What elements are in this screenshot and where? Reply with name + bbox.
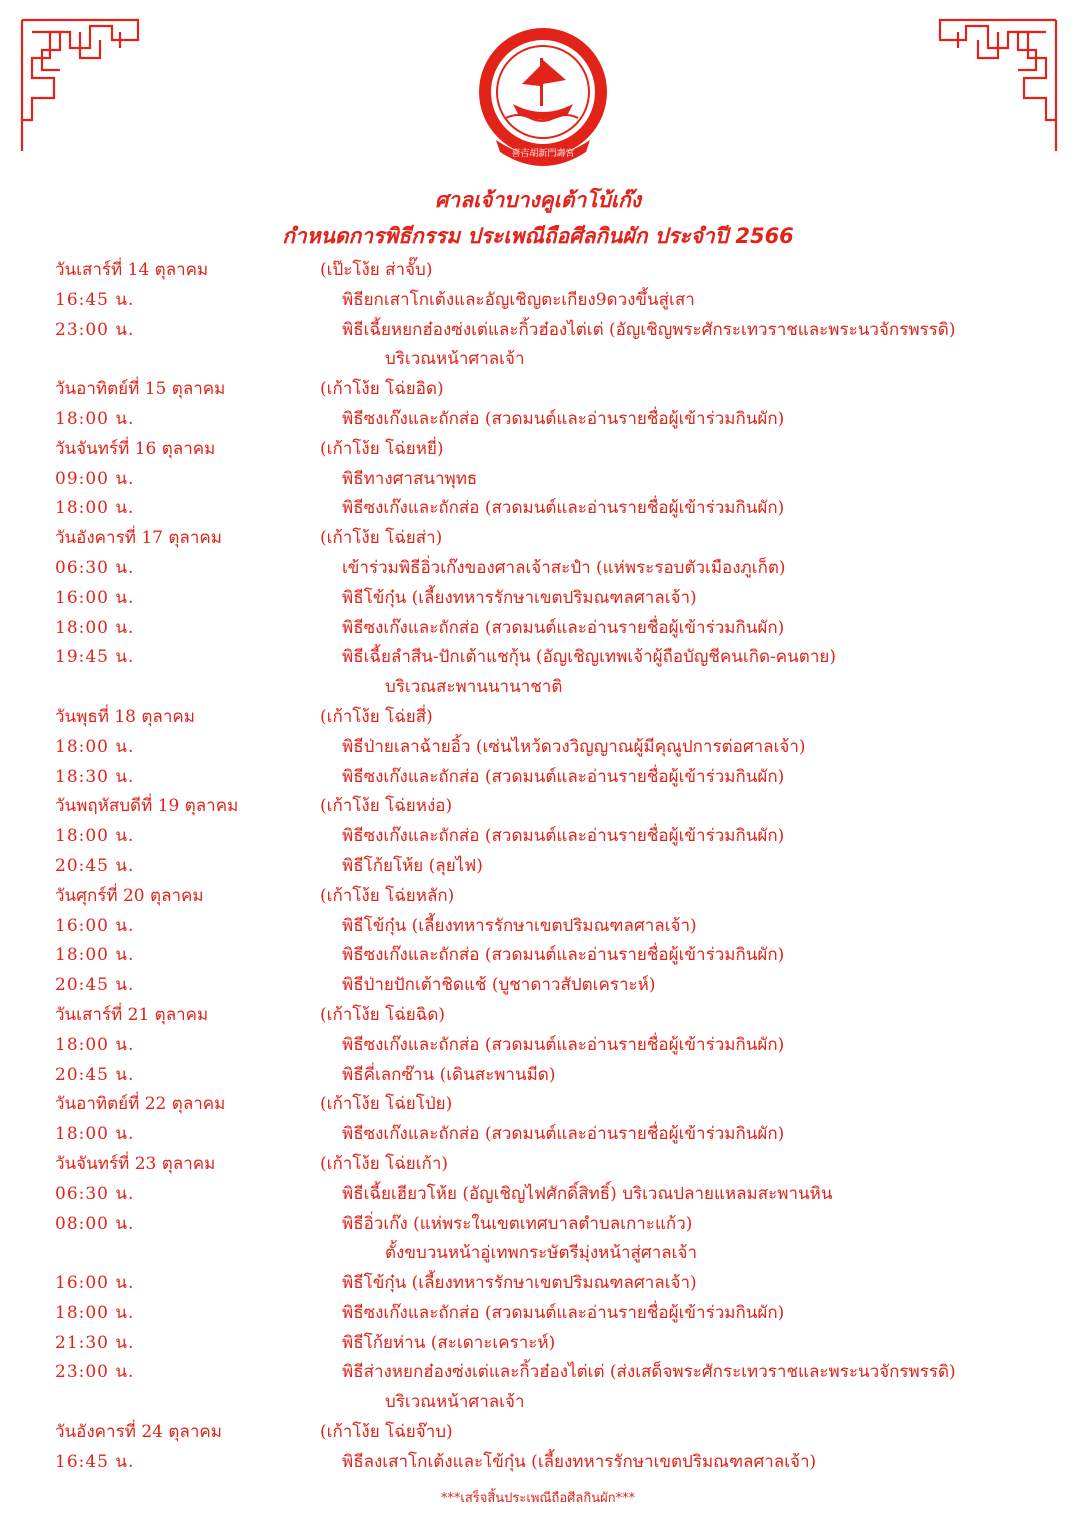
event-time: 23:00 น. (55, 319, 135, 340)
event-continuation-row (0, 1388, 1076, 1418)
event-text: พิธีซงเก๊งและถักส่อ (สวดมนต์และอ่านรายชื่อผู้เข้าร่วมกินผัก) (342, 945, 785, 966)
event-row (0, 1031, 1076, 1061)
day-label: วันจันทร์ที่ 16 ตุลาคม (55, 438, 216, 459)
event-text: พิธีซงเก๊งและถักส่อ (สวดมนต์และอ่านรายชื่อผู้เข้าร่วมกินผัก) (342, 826, 785, 847)
corner-ornament-right (938, 18, 1058, 153)
day-note: (เก้าโง้ย โฉ่ยฉิด) (320, 1004, 446, 1025)
event-text: พิธีซงเก๊งและถักส่อ (สวดมนต์และอ่านรายชื่อผู้เข้าร่วมกินผัก) (342, 1034, 785, 1055)
event-text: พิธีซงเก๊งและถักส่อ (สวดมนต์และอ่านรายชื่อผู้เข้าร่วมกินผัก) (342, 498, 785, 519)
event-row (0, 584, 1076, 614)
page-subtitle: กำหนดการพิธีกรรม ประเพณีถือศีลกินผัก ประจำปี 2566 (282, 224, 794, 248)
event-row (0, 286, 1076, 316)
event-text: เข้าร่วมพิธีอิ่วเก๊งของศาลเจ้าสะปำ (แห่พระรอบตัวเมืองภูเก็ต) (342, 557, 786, 578)
day-note: (เก้าโง้ย โฉ่ยหยี่) (320, 438, 444, 459)
event-text: พิธีคี่เลกซ๊าน (เดินสะพานมีด) (342, 1064, 556, 1085)
event-text: พิธีซงเก๊งและถักส่อ (สวดมนต์และอ่านรายชื่อผู้เข้าร่วมกินผัก) (342, 1302, 785, 1323)
event-continuation-row (0, 345, 1076, 375)
event-time: 16:45 น. (55, 289, 135, 310)
event-text: พิธีซงเก๊งและถักส่อ (สวดมนต์และอ่านรายชื่อผู้เข้าร่วมกินผัก) (342, 1124, 785, 1145)
event-location: ตั้งขบวนหน้าอู่เทพกระษัตรีมุ่งหน้าสู่ศาลเจ้า (385, 1243, 697, 1264)
logo-text: 喜吉胡新門壽宮 (511, 149, 575, 159)
day-note: (เก้าโง้ย โฉ่ยจ๊าบ) (320, 1422, 453, 1443)
event-row (0, 1299, 1076, 1329)
event-text: พิธีซงเก๊งและถักส่อ (สวดมนต์และอ่านรายชื่อผู้เข้าร่วมกินผัก) (342, 617, 785, 638)
day-note: (เก้าโง้ย โฉ่ยสี่) (320, 706, 433, 727)
day-note: (เก้าโง้ย โฉ่ยเก้า) (320, 1153, 449, 1174)
event-row (0, 1210, 1076, 1240)
event-row (0, 733, 1076, 763)
event-row (0, 614, 1076, 644)
day-header (0, 1418, 1076, 1448)
event-text: พิธีโข้กุ๋น (เลี้ยงทหารรักษาเขตปริมณฑลศาลเจ้า) (342, 915, 697, 936)
event-time: 18:00 น. (55, 1034, 135, 1055)
day-header (0, 256, 1076, 286)
event-row (0, 852, 1076, 882)
day-note: (เก้าโง้ย โฉ่ยหลัก) (320, 885, 455, 906)
event-text: พิธีป่ายเลาฉ้ายอิ้ว (เซ่นไหว้ดวงวิญญาณผู้มีคุณูปการต่อศาลเจ้า) (342, 736, 806, 757)
event-continuation-row (0, 1239, 1076, 1269)
day-label: วันพุธที่ 18 ตุลาคม (55, 706, 195, 727)
day-label: วันเสาร์ที่ 14 ตุลาคม (55, 260, 209, 280)
event-text: พิธีส่างหยกฮ๋องซ่งเต่และกิ้วฮ๋องไต่เต่ (ส่งเสด็จพระศักระเทวราชและพระนวจักรพรรดิ) (342, 1362, 956, 1383)
day-label: วันอังคารที่ 24 ตุลาคม (55, 1422, 222, 1443)
event-row (0, 1120, 1076, 1150)
day-header (0, 524, 1076, 554)
event-text: พิธีเฉี้ยเฮียวโห้ย (อัญเชิญไฟศักดิ์สิทธิ์) บริเวณปลายแหลมสะพานหิน (342, 1183, 833, 1204)
event-row (0, 1061, 1076, 1091)
shrine-logo (468, 22, 618, 172)
event-time: 16:00 น. (55, 587, 135, 608)
event-time: 06:30 น. (55, 1183, 135, 1204)
event-time: 09:00 น. (55, 468, 135, 489)
event-text: พิธีซงเก๊งและถักส่อ (สวดมนต์และอ่านรายชื่อผู้เข้าร่วมกินผัก) (342, 408, 785, 429)
day-note: (เก้าโง้ย โฉ่ยส่า) (320, 528, 443, 549)
event-time: 18:00 น. (55, 498, 135, 519)
event-time: 20:45 น. (55, 855, 135, 876)
event-location: บริเวณหน้าศาลเจ้า (385, 1392, 525, 1413)
event-time: 16:45 น. (55, 1451, 135, 1472)
event-time: 23:00 น. (55, 1362, 135, 1383)
event-time: 18:00 น. (55, 736, 135, 757)
event-time: 21:30 น. (55, 1332, 135, 1353)
event-row (0, 1358, 1076, 1388)
day-label: วันเสาร์ที่ 21 ตุลาคม (55, 1004, 209, 1025)
event-time: 20:45 น. (55, 975, 135, 996)
day-header (0, 435, 1076, 465)
event-time: 18:00 น. (55, 408, 135, 429)
day-header (0, 792, 1076, 822)
event-text: พิธีโก้ยห่าน (สะเดาะเคราะห์) (342, 1332, 556, 1353)
day-header (0, 1090, 1076, 1120)
event-time: 18:30 น. (55, 766, 135, 787)
event-row (0, 643, 1076, 673)
corner-ornament-left (20, 18, 140, 153)
page-title: ศาลเจ้าบางคูเต้าโบ้เก๊ง (434, 188, 642, 212)
event-row (0, 1180, 1076, 1210)
event-time: 18:00 น. (55, 617, 135, 638)
event-location: บริเวณหน้าศาลเจ้า (385, 349, 525, 370)
event-time: 20:45 น. (55, 1064, 135, 1085)
event-text: พิธีทางศาสนาพุทธ (342, 468, 478, 489)
event-row (0, 1329, 1076, 1359)
event-time: 06:30 น. (55, 557, 135, 578)
event-row (0, 554, 1076, 584)
day-note: (เก้าโง้ย โฉ่ยโป่ย) (320, 1094, 453, 1115)
schedule-list (0, 256, 1076, 1478)
event-row (0, 763, 1076, 793)
event-time: 18:00 น. (55, 1302, 135, 1323)
event-row (0, 941, 1076, 971)
day-header (0, 1001, 1076, 1031)
day-header (0, 375, 1076, 405)
event-text: พิธีโก้ยโห้ย (ลุยไฟ) (342, 855, 483, 876)
event-text: พิธีป่ายปักเต้าชิดแช้ (บูชาดาวสัปตเคราะห์) (342, 975, 656, 996)
event-text: พิธีเฉี้ยลำสีน-ปักเต้าแชกุ้น (อัญเชิญเทพเจ้าผู้ถือบัญชีคนเกิด-คนตาย) (342, 647, 836, 668)
day-label: วันศุกร์ที่ 20 ตุลาคม (55, 885, 204, 906)
day-header (0, 703, 1076, 733)
footer-note: ***เสร็จสิ้นประเพณีถือศีลกินผัก*** (440, 1491, 636, 1506)
event-row (0, 1448, 1076, 1478)
event-time: 18:00 น. (55, 1124, 135, 1145)
event-time: 16:00 น. (55, 1273, 135, 1294)
event-text: พิธีโข้กุ๋น (เลี้ยงทหารรักษาเขตปริมณฑลศาลเจ้า) (342, 587, 697, 608)
event-text: พิธียกเสาโกเต้งและอัญเชิญตะเกียง9ดวงขึ้นสู่เสา (342, 289, 695, 310)
event-text: พิธีอิ่วเก๊ง (แห่พระในเขตเทศบาลตำบลเกาะแก้ว) (342, 1213, 693, 1234)
event-time: 18:00 น. (55, 945, 135, 966)
event-row (0, 822, 1076, 852)
day-label: วันอาทิตย์ที่ 22 ตุลาคม (55, 1094, 226, 1115)
day-label: วันพฤหัสบดีที่ 19 ตุลาคม (55, 796, 239, 817)
event-time: 19:45 น. (55, 647, 135, 668)
event-row (0, 494, 1076, 524)
day-label: วันอังคารที่ 17 ตุลาคม (55, 528, 222, 549)
day-label: วันจันทร์ที่ 23 ตุลาคม (55, 1153, 216, 1174)
event-text: พิธีเฉี้ยหยกฮ๋องซ่งเต่และกิ้วฮ๋องไต่เต่ (อัญเชิญพระศักระเทวราชและพระนวจักรพรรดิ) (342, 319, 956, 340)
day-label: วันอาทิตย์ที่ 15 ตุลาคม (55, 379, 226, 400)
event-text: พิธีซงเก๊งและถักส่อ (สวดมนต์และอ่านรายชื่อผู้เข้าร่วมกินผัก) (342, 766, 785, 787)
event-time: 18:00 น. (55, 826, 135, 847)
day-header (0, 1150, 1076, 1180)
event-row (0, 912, 1076, 942)
event-row (0, 971, 1076, 1001)
event-row (0, 405, 1076, 435)
day-note: (เป๊ะโง้ย ส่าจั๊บ) (320, 260, 433, 280)
event-row (0, 316, 1076, 346)
event-row (0, 1269, 1076, 1299)
day-note: (เก้าโง้ย โฉ่ยอิด) (320, 379, 444, 400)
event-continuation-row (0, 673, 1076, 703)
event-text: พิธีลงเสาโกเต้งและโข้กุ๋น (เลี้ยงทหารรักษาเขตปริมณฑลศาลเจ้า) (342, 1451, 817, 1472)
event-row (0, 465, 1076, 495)
day-header (0, 882, 1076, 912)
day-note: (เก้าโง้ย โฉ่ยหง่อ) (320, 796, 453, 817)
event-time: 08:00 น. (55, 1213, 135, 1234)
event-location: บริเวณสะพานนานาชาติ (385, 677, 563, 698)
event-time: 16:00 น. (55, 915, 135, 936)
event-text: พิธีโข้กุ๋น (เลี้ยงทหารรักษาเขตปริมณฑลศาลเจ้า) (342, 1273, 697, 1294)
